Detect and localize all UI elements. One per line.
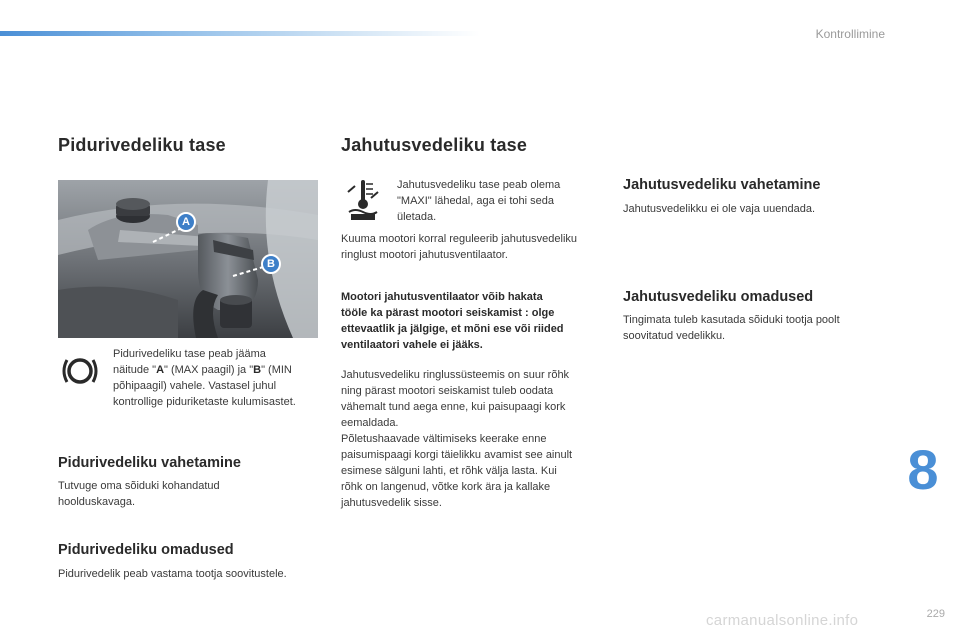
coolant-level-title: Jahutusvedeliku tase <box>341 135 528 155</box>
page-number: 229 <box>926 608 945 620</box>
watermark: carmanualsonline.info <box>706 612 859 629</box>
text-line: eemaldada. <box>341 417 399 429</box>
brake-note-text: " (MAX paagil) ja " <box>164 364 254 376</box>
brake-note-text: näitude " <box>113 364 157 376</box>
coolant-temperature-icon <box>345 178 381 222</box>
label-b-text: B <box>267 258 275 270</box>
text-line: esimese sälguni lahti, et rõhk välja lasta. Kui <box>341 465 557 477</box>
brake-note-text: " (MIN <box>261 364 292 376</box>
section-label: Kontrollimine <box>815 27 885 41</box>
coolant-fan-warning <box>341 289 611 353</box>
coolant-spec-title: Jahutusvedeliku omadused <box>623 289 814 305</box>
brake-fluid-title: Pidurivedeliku tase <box>58 135 226 155</box>
coolant-change-text <box>623 201 893 217</box>
text-line: "MAXI" lähedal, aga ei tohi seda <box>397 195 555 207</box>
brake-spec-title: Pidurivedeliku omadused <box>58 542 234 558</box>
label-b-marker <box>261 254 281 274</box>
brake-note-line: kontrollige piduriketaste kulumisastet. <box>113 396 296 408</box>
brake-reservoir-photo <box>58 180 318 338</box>
coolant-level-note <box>397 177 612 225</box>
text-line: rõhk on langenud, võtke kork ära ja kallake <box>341 481 551 493</box>
text-line: Mootori jahutusventilaator võib hakata <box>341 291 543 303</box>
text-line: ventilaatori vahele ei jääks. <box>341 339 483 351</box>
text-line: Kuuma mootori korral reguleerib jahutusvedeliku <box>341 233 578 245</box>
brake-note-line: põhipaagil) vahele. Vastasel juhul <box>113 380 277 392</box>
text-line: Tingimata tuleb kasutada sõiduki tootja poolt <box>623 314 840 326</box>
brake-change-title: Pidurivedeliku vahetamine <box>58 455 241 471</box>
coolant-pressure-text <box>341 367 611 511</box>
brake-note-line: Pidurivedeliku tase peab jääma <box>113 348 266 360</box>
text-line: ringlust mootori jahutusventilaator. <box>341 249 508 261</box>
brake-warning-icon <box>60 352 100 390</box>
header-accent-bar <box>0 31 480 36</box>
label-a-marker <box>176 212 196 232</box>
text-line: jahutusvedelik sisse. <box>341 497 442 509</box>
brake-spec-text <box>58 566 328 582</box>
text-line: ettevaatlik ja jälgige, et mõni ese või riided <box>341 323 564 335</box>
label-a-text: A <box>182 216 190 228</box>
text-line: tööle ka pärast mootori seiskamist : olge <box>341 307 555 319</box>
brake-note-a: A <box>156 364 165 376</box>
text-line: Jahutusvedelikku ei ole vaja uuendada. <box>623 203 816 215</box>
brake-level-note <box>113 346 328 410</box>
text-line: Jahutusvedeliku ringlussüsteemis on suur rõhk <box>341 369 570 381</box>
brake-change-text <box>58 478 318 510</box>
text-line: soovitatud vedelikku. <box>623 330 726 342</box>
coolant-change-title: Jahutusvedeliku vahetamine <box>623 177 821 193</box>
chapter-number: 8 <box>907 438 939 501</box>
text-line: Jahutusvedeliku tase peab olema <box>397 179 561 191</box>
text-line: vähemalt tund aega enne, kui paisupaagi kork <box>341 401 566 413</box>
text-line: ning pärast mootori seiskamist tuleb oodata <box>341 385 554 397</box>
text-line: Pidurivedelik peab vastama tootja soovitustele. <box>58 568 287 580</box>
text-line: Tutvuge oma sõiduki kohandatud <box>58 480 220 492</box>
coolant-spec-text <box>623 312 893 344</box>
coolant-hot-engine-text <box>341 231 611 263</box>
text-line: paisumispaagi korgi täielikku avamist see ainult <box>341 449 573 461</box>
brake-note-b: B <box>253 364 262 376</box>
text-line: Põletushaavade vältimiseks keerake enne <box>341 433 547 445</box>
brake-note-line <box>113 362 328 378</box>
text-line: hoolduskavaga. <box>58 496 136 508</box>
text-line: ületada. <box>397 211 437 223</box>
